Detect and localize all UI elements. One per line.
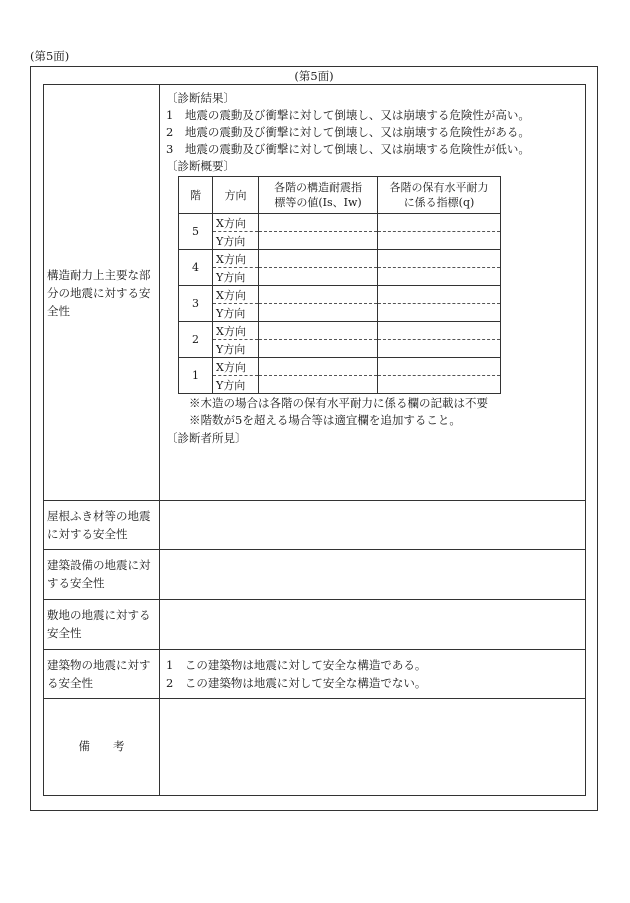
floor-number: 2 <box>179 322 213 358</box>
strength-index-cell[interactable] <box>378 286 501 304</box>
header-floor: 階 <box>179 177 213 214</box>
building-safety-option-1: 1 この建築物は地震に対して安全な構造である。 <box>166 658 427 672</box>
table-row <box>179 304 501 322</box>
seismic-index-cell[interactable] <box>259 376 378 394</box>
seismic-index-cell[interactable] <box>259 250 378 268</box>
table-header-row <box>179 177 501 214</box>
table-right-border <box>585 84 586 795</box>
table-row <box>179 340 501 358</box>
building-safety-label: 建築物の地震に対する安全性 <box>47 658 151 690</box>
roof-safety-label: 屋根ふき材等の地震に対する安全性 <box>47 509 151 541</box>
direction-y: Y方向 <box>213 340 259 358</box>
diagnostician-opinion-heading: 〔診断者所見〕 <box>166 431 247 445</box>
seismic-index-cell[interactable] <box>259 214 378 232</box>
note-extra-floors: ※階数が5を超える場合等は適宜欄を追加すること。 <box>189 413 461 427</box>
table-row <box>179 358 501 376</box>
remarks-field[interactable] <box>162 701 582 792</box>
floor-number: 4 <box>179 250 213 286</box>
page-marker: (第5面) <box>30 49 70 63</box>
table-row <box>179 322 501 340</box>
table-row <box>179 232 501 250</box>
table-row <box>179 214 501 232</box>
seismic-index-cell[interactable] <box>259 358 378 376</box>
strength-index-cell[interactable] <box>378 250 501 268</box>
header-seismic-index: 各階の構造耐震指標等の値(Is、Iw) <box>259 177 378 214</box>
diagnosis-result-option-3: 3 地震の震動及び衝撃に対して倒壊し、又は崩壊する危険性が低い。 <box>166 142 530 156</box>
direction-y: Y方向 <box>213 268 259 286</box>
row-divider <box>43 549 586 550</box>
diagnosis-result-option-1: 1 地震の震動及び衝撃に対して倒壊し、又は崩壊する危険性が高い。 <box>166 108 530 122</box>
seismic-index-cell[interactable] <box>259 268 378 286</box>
structural-safety-label: 構造耐力上主要な部分の地震に対する安全性 <box>47 268 151 318</box>
seismic-index-cell[interactable] <box>259 304 378 322</box>
equipment-safety-field[interactable] <box>162 552 582 596</box>
strength-index-cell[interactable] <box>378 322 501 340</box>
direction-x: X方向 <box>213 358 259 376</box>
note-wooden-structure: ※木造の場合は各階の保有水平耐力に係る欄の記載は不要 <box>189 396 488 410</box>
table-row <box>179 250 501 268</box>
seismic-index-cell[interactable] <box>259 340 378 358</box>
strength-index-cell[interactable] <box>378 358 501 376</box>
direction-x: X方向 <box>213 322 259 340</box>
site-safety-label: 敷地の地震に対する安全性 <box>47 608 151 640</box>
direction-x: X方向 <box>213 214 259 232</box>
table-top-border <box>43 84 586 85</box>
direction-y: Y方向 <box>213 304 259 322</box>
direction-y: Y方向 <box>213 232 259 250</box>
strength-index-cell[interactable] <box>378 268 501 286</box>
row-divider <box>43 649 586 650</box>
diagnosis-summary-table <box>178 176 501 394</box>
seismic-index-cell[interactable] <box>259 232 378 250</box>
strength-index-cell[interactable] <box>378 232 501 250</box>
header-direction: 方向 <box>213 177 259 214</box>
direction-y: Y方向 <box>213 376 259 394</box>
strength-index-cell[interactable] <box>378 214 501 232</box>
equipment-safety-label: 建築設備の地震に対する安全性 <box>47 558 151 590</box>
seismic-index-cell[interactable] <box>259 322 378 340</box>
diagnosis-result-option-2: 2 地震の震動及び衝撃に対して倒壊し、又は崩壊する危険性がある。 <box>166 125 530 139</box>
diagnosis-summary-heading: 〔診断概要〕 <box>166 159 235 173</box>
strength-index-cell[interactable] <box>378 376 501 394</box>
strength-index-cell[interactable] <box>378 340 501 358</box>
table-row <box>179 286 501 304</box>
roof-safety-field[interactable] <box>162 503 582 547</box>
table-left-border <box>43 84 44 795</box>
remarks-label: 備 考 <box>78 739 125 753</box>
form-title: (第5面) <box>294 69 334 83</box>
diagnosis-result-heading: 〔診断結果〕 <box>166 91 235 105</box>
floor-number: 3 <box>179 286 213 322</box>
floor-number: 5 <box>179 214 213 250</box>
direction-x: X方向 <box>213 250 259 268</box>
label-column-divider <box>159 84 160 795</box>
strength-index-cell[interactable] <box>378 304 501 322</box>
direction-x: X方向 <box>213 286 259 304</box>
diagnostician-opinion-field[interactable] <box>166 448 578 496</box>
table-row <box>179 268 501 286</box>
header-strength-index: 各階の保有水平耐力に係る指標(q) <box>378 177 501 214</box>
row-divider <box>43 698 586 699</box>
table-row <box>179 376 501 394</box>
table-bottom-border <box>43 795 586 796</box>
floor-number: 1 <box>179 358 213 394</box>
row-divider <box>43 599 586 600</box>
building-safety-option-2: 2 この建築物は地震に対して安全な構造でない。 <box>166 676 427 690</box>
row-divider <box>43 500 586 501</box>
seismic-index-cell[interactable] <box>259 286 378 304</box>
site-safety-field[interactable] <box>162 602 582 646</box>
